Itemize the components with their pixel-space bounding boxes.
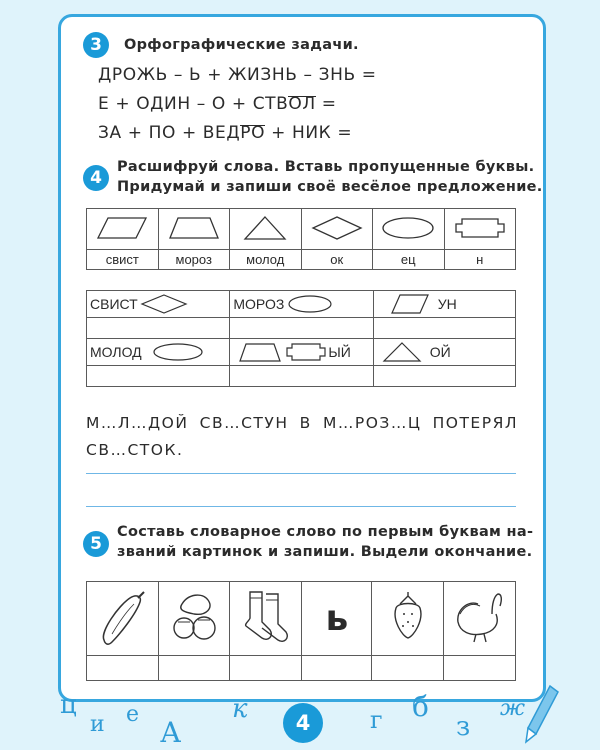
task5-title-line2: званий картинок и запиши. Выдели окончание. [117, 544, 533, 560]
task3-line3-pre: ЗА + ПО + ВЕД [98, 123, 241, 143]
task4-number: 4 [83, 165, 109, 191]
key-cell [444, 209, 516, 250]
triangle-icon [380, 341, 424, 363]
answer-cell[interactable] [302, 656, 372, 681]
decor-letter: ц [60, 690, 77, 720]
task3-line3-strike: РО [240, 123, 266, 143]
key-cell [87, 209, 159, 250]
task3-line2-strike: ОЛ [288, 94, 316, 114]
answer-cell[interactable] [87, 656, 159, 681]
answer-cell[interactable] [87, 366, 230, 387]
picture-cell [87, 582, 159, 656]
oval-icon [378, 213, 438, 243]
answer-cell[interactable] [230, 366, 373, 387]
key-label: мороз [158, 250, 230, 270]
code-cell [230, 339, 373, 366]
task3-line3 [98, 123, 352, 143]
answer-cell[interactable] [373, 366, 515, 387]
rhombus-icon [138, 293, 190, 315]
task3-line2 [98, 94, 337, 114]
socks-icon [234, 584, 298, 648]
notched-rectangle-icon [450, 213, 510, 243]
code-word: МОРОЗ [233, 296, 285, 312]
answer-cell[interactable] [230, 656, 302, 681]
oval-icon [142, 341, 208, 363]
rhombus-icon [307, 213, 367, 243]
task5-title-line1: Составь словарное слово по первым буквам на- [117, 524, 534, 540]
task4-title-line2: Придумай и запиши своё весёлое предложение. [117, 179, 543, 195]
task3-line1: ДРОЖЬ – Ь + ЖИЗНЬ – ЗНЬ = [98, 65, 377, 85]
decor-letter: г [370, 706, 383, 734]
key-cell [301, 209, 373, 250]
answer-cell[interactable] [158, 656, 230, 681]
decor-letter: к [232, 694, 248, 724]
soft-sign: ь [325, 598, 349, 639]
picture-cell [444, 582, 516, 656]
trapezoid-icon [164, 213, 224, 243]
task3-number: 3 [83, 32, 109, 58]
task3-line2-post: = [315, 94, 337, 114]
answer-cell[interactable] [373, 318, 515, 339]
task5-title [117, 522, 533, 562]
answer-cell[interactable] [230, 318, 373, 339]
parallelogram-icon [388, 293, 432, 315]
hazelnut-icon [162, 584, 226, 648]
task3-line2-pre: Е + ОДИН – О + СТВ [98, 94, 289, 114]
decor-letter: з [456, 712, 471, 742]
oval-icon [284, 293, 336, 315]
code-cell [87, 291, 230, 318]
parallelogram-icon [92, 213, 152, 243]
triangle-icon [235, 213, 295, 243]
task4-sentence: М…Л…ДОЙ СВ…СТУН В М…РОЗ…Ц ПОТЕРЯЛ СВ…СТОК. [86, 414, 518, 459]
notched-rectangle-icon [284, 341, 328, 363]
code-cell [373, 291, 515, 318]
key-label: н [444, 250, 516, 270]
key-label: молод [230, 250, 302, 270]
page-number: 4 [283, 703, 323, 743]
decor-letter: и [90, 712, 105, 737]
task5-number: 5 [83, 531, 109, 557]
code-word: ОЙ [429, 344, 451, 360]
task4-title-line1: Расшифруй слова. Вставь пропущенные буквы. [117, 159, 535, 175]
code-word: ЫЙ [328, 344, 351, 360]
decor-letter: б [412, 690, 429, 723]
decor-letter: А [160, 716, 182, 749]
key-cell [373, 209, 445, 250]
decor-letter: ж [500, 696, 526, 721]
picture-cell [302, 582, 372, 656]
answer-cell[interactable] [372, 656, 444, 681]
writing-line[interactable] [86, 473, 516, 474]
code-word: МОЛОД [90, 344, 142, 360]
picture-table [86, 581, 516, 681]
strawberry-icon [376, 584, 440, 648]
picture-cell [230, 582, 302, 656]
zucchini-icon [90, 584, 154, 648]
code-cell [87, 339, 230, 366]
key-label: ок [301, 250, 373, 270]
turkey-icon [448, 584, 512, 648]
key-label: свист [87, 250, 159, 270]
code-word: СВИСТ [90, 296, 138, 312]
picture-cell [372, 582, 444, 656]
key-table [86, 208, 516, 270]
task4-title [117, 157, 543, 197]
pencil-icon [520, 684, 560, 744]
trapezoid-icon [236, 341, 284, 363]
key-label: ец [373, 250, 445, 270]
picture-cell [158, 582, 230, 656]
decor-letter: е [126, 702, 140, 727]
task3-line3-post: + НИК = [265, 123, 353, 143]
code-word: УН [437, 296, 457, 312]
code-table [86, 290, 516, 387]
answer-cell[interactable] [87, 318, 230, 339]
writing-line[interactable] [86, 506, 516, 507]
key-cell [230, 209, 302, 250]
code-cell [373, 339, 515, 366]
answer-cell[interactable] [444, 656, 516, 681]
task3-title: Орфографические задачи. [124, 37, 359, 53]
code-cell [230, 291, 373, 318]
key-cell [158, 209, 230, 250]
